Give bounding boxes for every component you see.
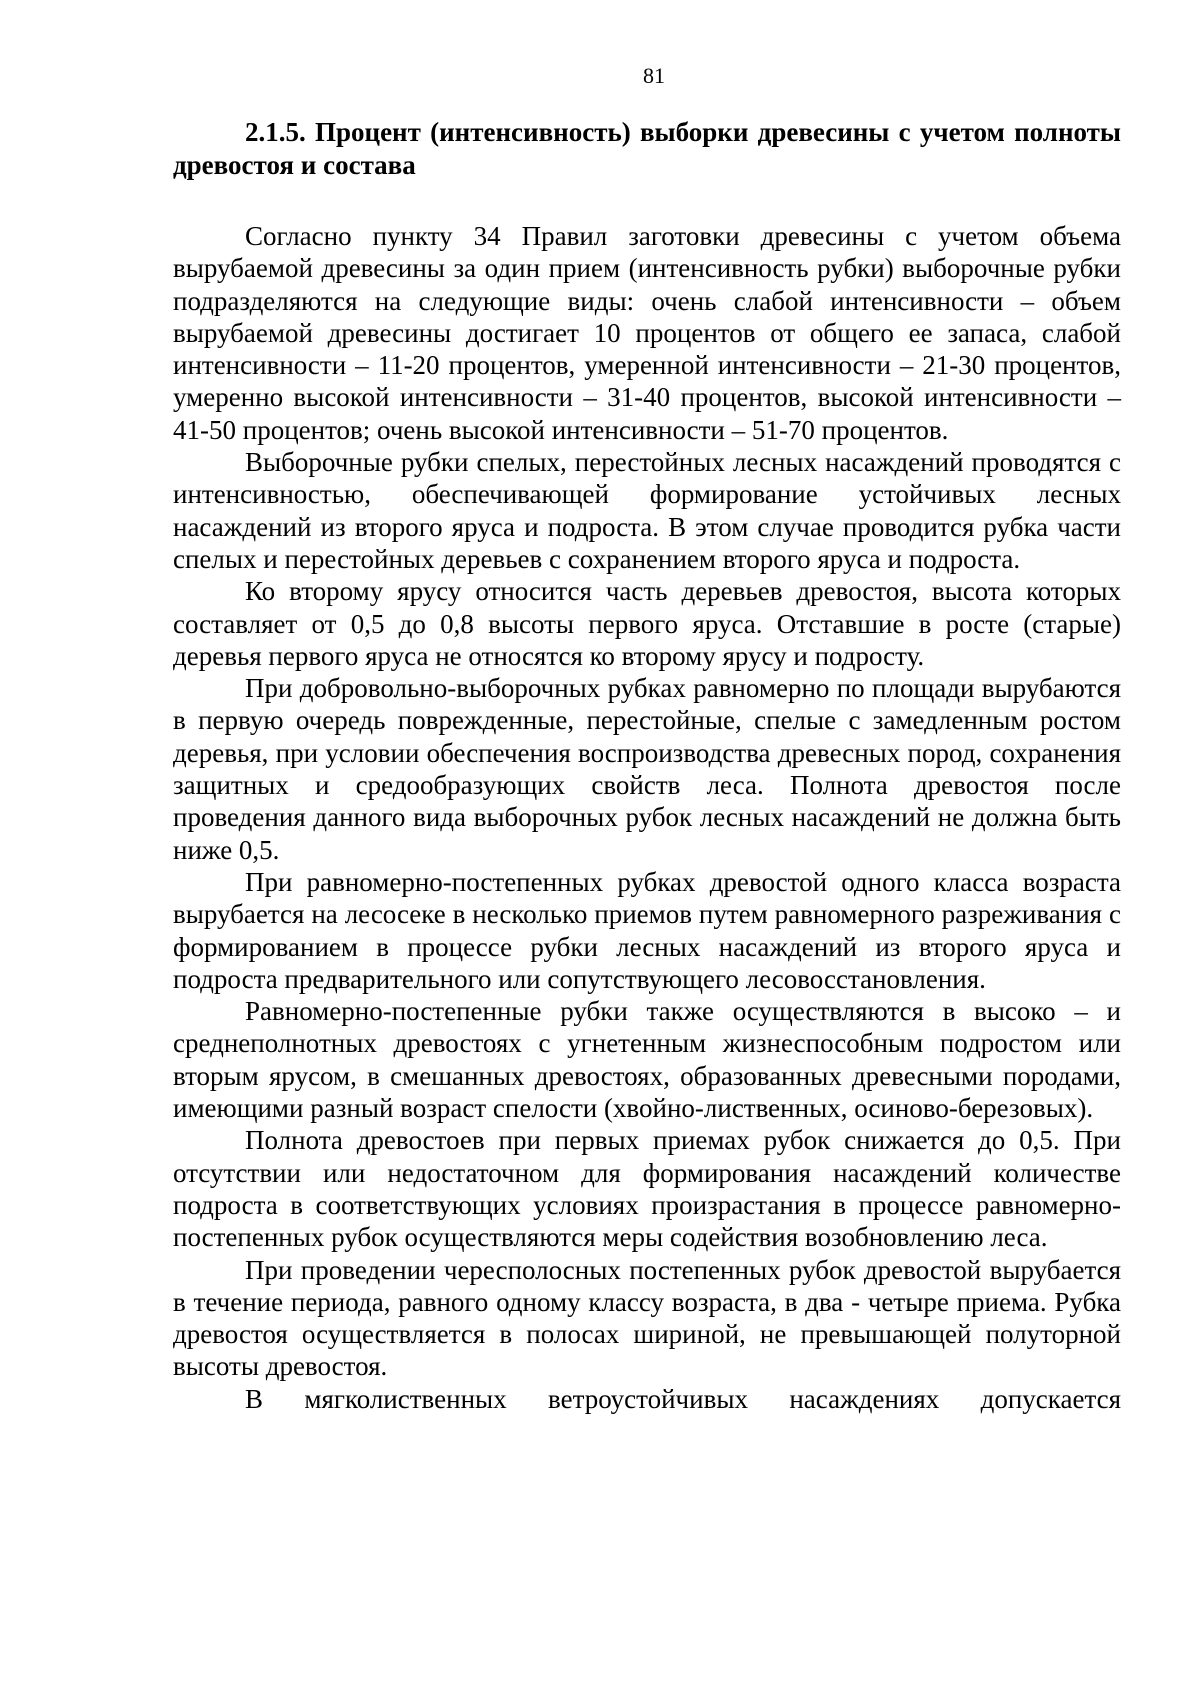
- paragraph-strip-cuttings: При проведении чересполосных постепенных рубок древостой вырубается в течение периода, равного одному классу возраста, в два - четыре приема. Рубка древостоя осуществляется в полосах шириной, не превышающей полуторной высоты древостоя.: [173, 1254, 1121, 1382]
- paragraph-uniform-gradual: При равномерно-постепенных рубках древостой одного класса возраста вырубается на лесосеке в несколько приемов путем равномерного разреживания с формированием в процессе рубки лесных насаждений из второго яруса и подроста предварительного или сопутствующего лесовосстановления.: [173, 866, 1121, 994]
- page-number: 81: [643, 63, 665, 88]
- paragraph-selective-cuttings: Выборочные рубки спелых, перестойных лесных насаждений проводятся с интенсивностью, обеспечивающей формирование устойчивых лесных насаждений из второго яруса и подроста. В этом случае проводится рубка части спелых и перестойных деревьев с сохранением второго яруса и подроста.: [173, 447, 1121, 574]
- paragraph-second-tier: Ко второму ярусу относится часть деревьев древостоя, высота которых составляет от 0,5 до 0,8 высоты первого яруса. Отставшие в росте (старые) деревья первого яруса не относятся ко второму ярусу и подросту.: [173, 576, 1121, 671]
- section-heading: 2.1.5. Процент (интенсивность) выборки древесины с учетом полноты древостоя и состава: [173, 117, 1121, 180]
- paragraph-stand-density: Полнота древостоев при первых приемах рубок снижается до 0,5. При отсутствии или недостаточном для формирования насаждений количестве подроста в соответствующих условиях произрастания в процессе равномерно-постепенных рубок осуществляются меры содействия возобновлению леса.: [173, 1125, 1121, 1253]
- paragraph-intensity-types: Согласно пункту 34 Правил заготовки древесины с учетом объема вырубаемой древесины за один прием (интенсивность рубки) выборочные рубки подразделяются на следующие виды: очень слабой интенсивности – объем вырубаемой древесины достигает 10 процентов от общего ее запаса, слабой интенсивности – 11-20 процентов, умеренной интенсивности – 21-30 процентов, умеренно высокой интенсивности – 31-40 процентов, высокой интенсивности – 41-50 процентов; очень высокой интенсивности – 51-70 процентов.: [173, 221, 1121, 445]
- paragraph-voluntary-selective: При добровольно-выборочных рубках равномерно по площади вырубаются в первую очередь поврежденные, перестойные, спелые с замедленным ростом деревья, при условии обеспечения воспроизводства древесных пород, сохранения защитных и средообразующих свойств леса. Полнота древостоя после проведения данного вида выборочных рубок лесных насаждений не должна быть ниже 0,5.: [173, 673, 1121, 865]
- paragraph-soft-leaved: В мягколиственных ветроустойчивых насаждениях допускается: [245, 1383, 1121, 1414]
- paragraph-uniform-gradual-stands: Равномерно-постепенные рубки также осуществляются в высоко – и среднеполнотных древостоях с угнетенным жизнеспособным подростом или вторым ярусом, в смешанных древостоях, образованных древесными породами, имеющими разный возраст спелости (хвойно-лиственных, осиново-березовых).: [173, 996, 1121, 1124]
- document-page: [173, 62, 1121, 1415]
